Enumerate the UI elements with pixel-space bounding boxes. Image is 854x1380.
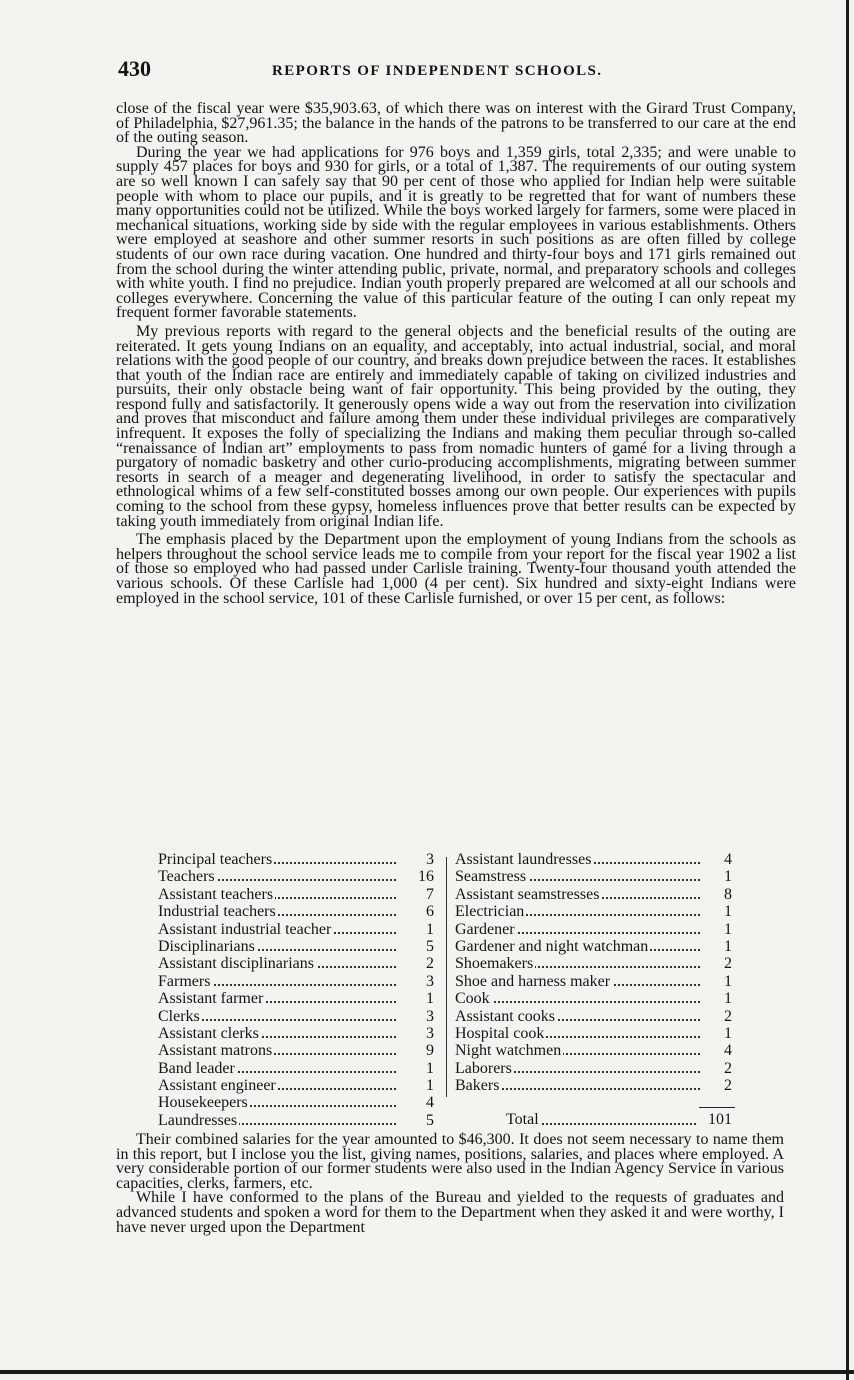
row-value: 1: [426, 990, 434, 1008]
row-value: 6: [426, 903, 434, 921]
table-row: [455, 886, 740, 903]
row-value: 2: [724, 1059, 732, 1077]
table-row: [455, 990, 740, 1007]
row-value: 1: [724, 920, 732, 938]
total-row: [506, 1111, 740, 1129]
page-edge-bottom: [0, 1370, 854, 1374]
table-column-right: [455, 851, 740, 1094]
paragraph: The emphasis placed by the Department upon the employment of young Indians from the schools as helpers throughout the school service leads me to compile from your report for the fiscal year 1902 a list of those so employed who had passed under Carlisle training. Twenty-four thousand youth attended the various schools. Of these Carlisle had 1,000 (4 per cent). Six hundred and sixty-eight Indians were employed in the school service, 101 of these Carlisle furnished, or over 15 per cent, as follows:: [116, 531, 796, 607]
row-value: 7: [426, 885, 434, 903]
row-label: Assistant clerks: [158, 1024, 259, 1042]
row-label: Assistant cooks: [455, 1007, 555, 1025]
row-label: Band leader: [158, 1059, 235, 1077]
row-label: Gardener and night watchman: [455, 937, 649, 955]
table-row: [158, 868, 434, 885]
table-row: [455, 921, 740, 938]
table-row: [455, 1060, 740, 1077]
row-value: 1: [426, 920, 434, 938]
table-row: [158, 1008, 434, 1025]
row-label: Farmers: [158, 972, 211, 990]
table-row: [158, 1025, 434, 1042]
page-edge-right: [846, 0, 849, 1380]
table-column-left: [158, 851, 434, 1129]
row-value: 16: [418, 868, 434, 886]
paragraph: My previous reports with regard to the general objects and the beneficial results of the outing are reiterated. It gets young Indians on an equality, and acceptably, into actual industrial, social, and moral relations with the good people of our country, and breaks down prejudice between the races. It establishes that youth of the Indian race are entirely and immediately capable of taking on civilized industries and pursuits, their only obstacle being want of fair opportunity. This being provided by the outing, they respond fully and satisfactorily. It generously opens wide a way out from the reservation into civilization and proves that misconduct and failure among them under these individual privileges are comparatively infrequent. It exposes the folly of specializing the Indians and making them peculiar through so-called “renaissance of Indian art” employments to pass from nomadic hunters of gamé for a living through a purgatory of nomadic basketry and other curio-producing accomplishments, migrating between summer resorts in search of a meager and degenerating livelihood, in order to satisfy the spectacular and ethnological whims of a few self-constituted bosses among our own people. Our experiences with pupils coming to the school from these gypsy, homeless influences prove that better results can be expected by taking youth immediately from original Indian life.: [116, 322, 796, 530]
total-label: Total: [506, 1111, 539, 1128]
row-label: Hospital cook: [455, 1024, 545, 1042]
row-value: 1: [724, 1024, 732, 1042]
table-row: [158, 903, 434, 920]
row-value: 1: [426, 1077, 434, 1095]
table-row: [158, 921, 434, 938]
row-value: 5: [426, 1111, 434, 1129]
paragraph: Their combined salaries for the year amounted to $46,300. It does not seem necessary to name them in this report, but I inclose you the list, giving names, positions, salaries, and places where employed. A very considerable portion of our former students were also used in the Indian Agency Service in various capacities, clerks, farmers, etc.: [116, 1131, 784, 1192]
row-label: Principal teachers: [158, 851, 273, 868]
total-value: 101: [708, 1111, 732, 1128]
table-row: [455, 1008, 740, 1025]
table-row: [455, 973, 740, 990]
row-label: Gardener: [455, 920, 515, 938]
row-label: Assistant industrial teacher: [158, 920, 332, 938]
row-label: Industrial teachers: [158, 903, 276, 921]
row-value: 2: [724, 1007, 732, 1025]
column-divider: [446, 857, 447, 1097]
table-row: [455, 955, 740, 972]
row-value: 1: [724, 972, 732, 990]
row-value: 4: [724, 1042, 732, 1060]
row-value: 2: [426, 955, 434, 973]
table-row: [158, 1077, 434, 1094]
row-label: Laundresses: [158, 1111, 238, 1129]
table-row: [455, 851, 740, 868]
total-rule: [699, 1107, 735, 1108]
row-value: 8: [724, 885, 732, 903]
row-label: Bakers: [455, 1077, 500, 1095]
row-label: Assistant seamstresses: [455, 885, 600, 903]
row-label: Shoe and harness maker: [455, 972, 611, 990]
table-row: [158, 1112, 434, 1129]
row-value: 9: [426, 1042, 434, 1060]
row-value: 3: [426, 1024, 434, 1042]
body-text-lower: [116, 1133, 784, 1235]
table-row: [455, 1042, 740, 1059]
row-label: Seamstress: [455, 868, 527, 886]
row-label: Assistant farmer: [158, 990, 264, 1008]
table-row: [455, 938, 740, 955]
row-value: 1: [724, 937, 732, 955]
body-text-upper: [116, 102, 796, 606]
paragraph: While I have conformed to the plans of the Bureau and yielded to the requests of graduates and advanced students and spoken a word for them to the Department when they asked it and were worthy, I have never urged upon the Department: [116, 1189, 784, 1236]
row-label: Assistant teachers: [158, 885, 274, 903]
page-number: 430: [118, 56, 151, 81]
row-label: Assistant matrons: [158, 1042, 273, 1060]
row-value: 1: [724, 868, 732, 886]
table-row: [158, 886, 434, 903]
table-row: [158, 851, 434, 868]
row-value: 2: [724, 1077, 732, 1095]
row-label: Housekeepers: [158, 1094, 248, 1112]
row-label: Assistant disciplinarians: [158, 955, 314, 973]
row-label: Assistant laundresses: [455, 851, 592, 868]
row-label: Shoemakers: [455, 955, 534, 973]
row-label: Assistant engineer: [158, 1077, 276, 1095]
table-row: [455, 1077, 740, 1094]
row-value: 3: [426, 1007, 434, 1025]
table-row: [158, 990, 434, 1007]
running-head: REPORTS OF INDEPENDENT SCHOOLS.: [272, 63, 603, 79]
employment-table: [158, 851, 740, 1135]
row-label: Disciplinarians: [158, 937, 255, 955]
row-value: 1: [426, 1059, 434, 1077]
row-label: Teachers: [158, 868, 215, 886]
row-value: 4: [724, 851, 732, 868]
row-value: 3: [426, 972, 434, 990]
row-label: Night watchmen: [455, 1042, 562, 1060]
row-value: 5: [426, 937, 434, 955]
table-row: [158, 1060, 434, 1077]
table-row: [455, 1025, 740, 1042]
table-row: [158, 973, 434, 990]
table-row: [455, 868, 740, 885]
row-label: Clerks: [158, 1007, 200, 1025]
table-row: [158, 1042, 434, 1059]
row-value: 4: [426, 1094, 434, 1112]
table-row: [455, 903, 740, 920]
paragraph: During the year we had applications for 976 boys and 1,359 girls, total 2,335; and were unable to supply 457 places for boys and 930 for girls, or a total of 1,387. The requirements of our outing system are so well known I can safely say that 90 per cent of those who applied for Indian help were suitable people with whom to place our pupils, and it is greatly to be regretted that for want of numbers these many opportunities could not be utilized. While the boys worked largely for farmers, some were placed in mechanical situations, working side by side with the regular employees in various establishments. Others were employed at seashore and other summer resorts in such positions as are often filled by college students of our own race during vacation. One hundred and thirty-four boys and 171 girls remained out from the school during the winter attending public, private, normal, and preparatory schools and colleges with white youth. I find no prejudice. Indian youth properly prepared are welcomed at all our schools and colleges everywhere. Concerning the value of this particular feature of the outing I can only repeat my frequent former favorable statements.: [116, 143, 796, 322]
row-value: 3: [426, 851, 434, 868]
row-label: Cook: [455, 990, 490, 1008]
table-row: [158, 938, 434, 955]
row-value: 1: [724, 990, 732, 1008]
row-label: Electrician: [455, 903, 525, 921]
row-value: 1: [724, 903, 732, 921]
row-label: Laborers: [455, 1059, 512, 1077]
table-row: [158, 1094, 434, 1111]
row-value: 2: [724, 955, 732, 973]
paragraph: close of the fiscal year were $35,903.63, of which there was on interest with the Girard Trust Company, of Philadelphia, $27,961.35; the balance in the hands of the patrons to be transferred to our care at the end of the outing season.: [116, 100, 796, 147]
table-row: [158, 955, 434, 972]
